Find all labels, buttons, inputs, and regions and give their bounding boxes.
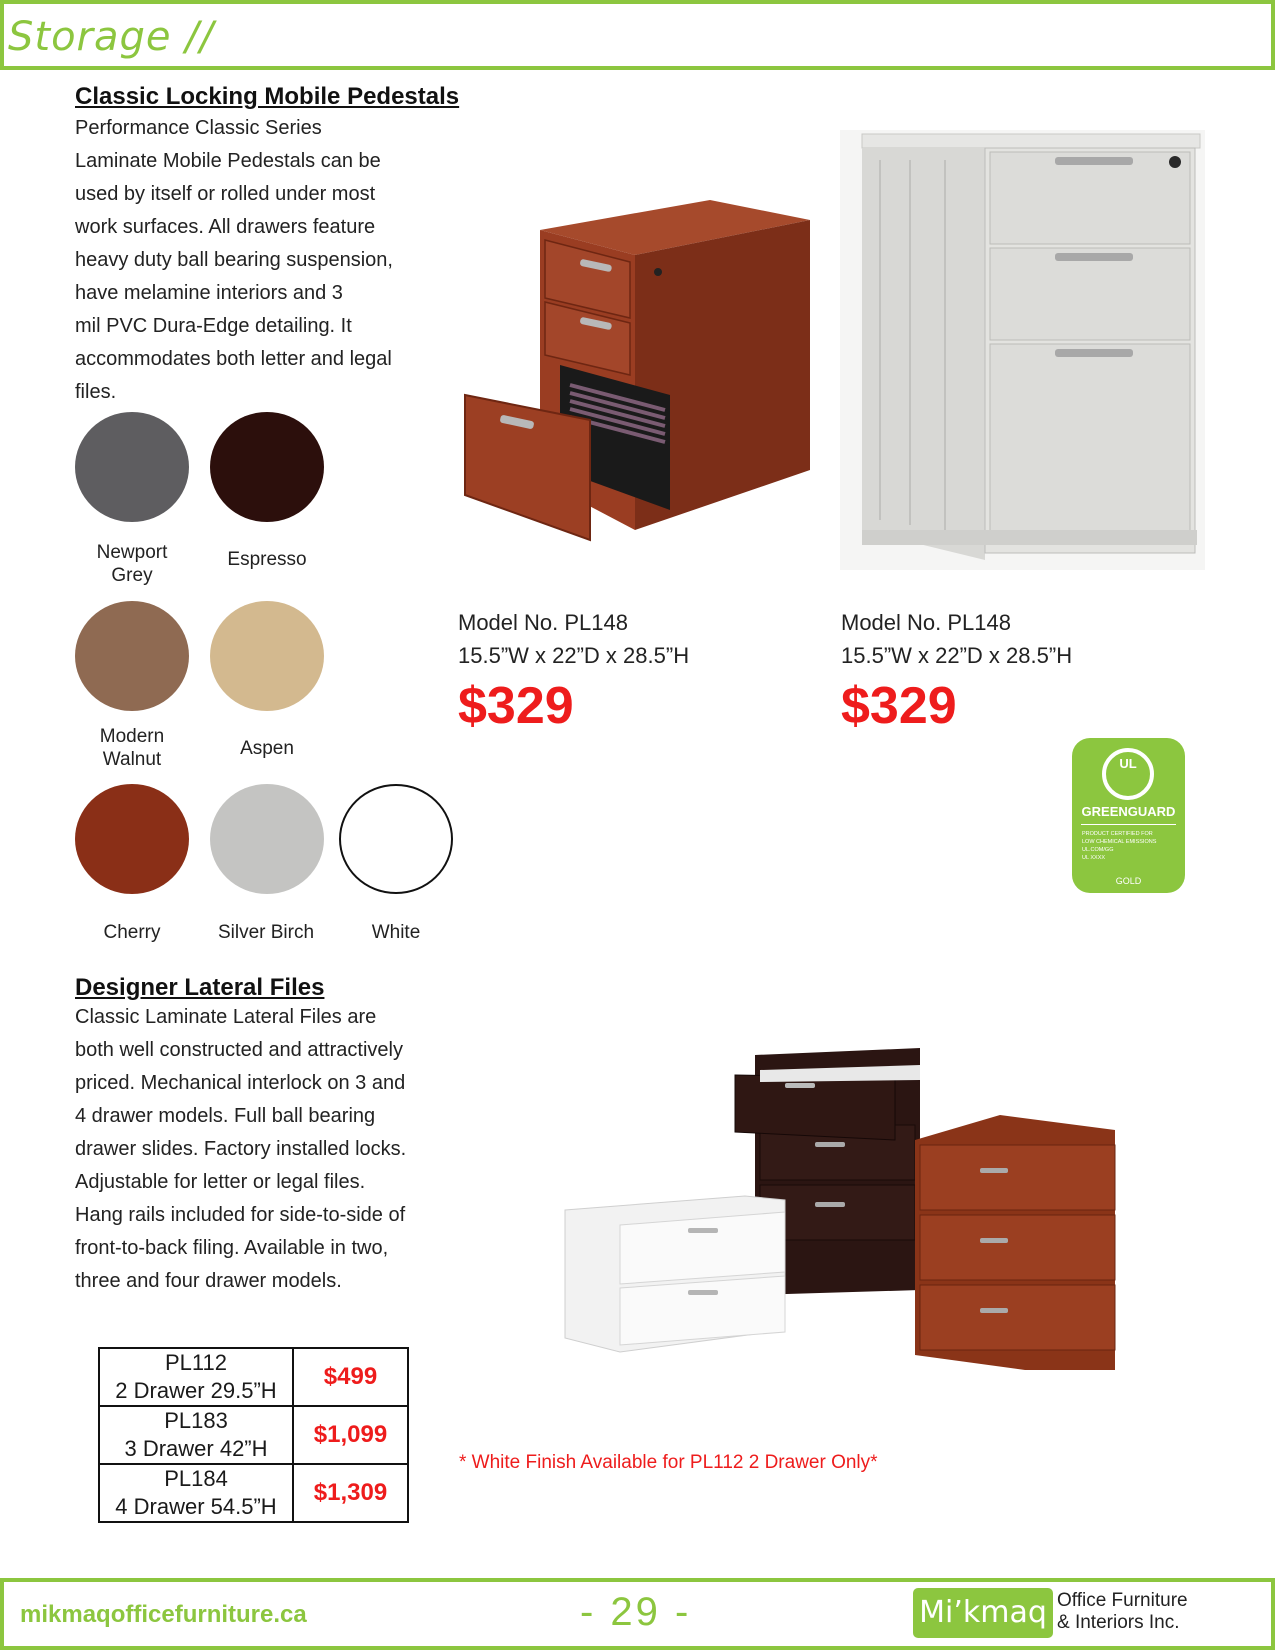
table-cell-price: $1,099 [293,1406,408,1464]
footer-website-link[interactable]: mikmaqofficefurniture.ca [20,1601,307,1628]
page-title: Storage // [8,14,215,60]
finish-label-aspen [197,737,337,760]
table-cell-price: $1,309 [293,1464,408,1522]
finish-label-line: Espresso [227,549,307,570]
finish-label-line: Cherry [103,922,161,943]
silver-birch-pedestal-image [840,130,1205,570]
lateral-price-table [98,1347,409,1523]
badge-small-line: PRODUCT CERTIFIED FOR [1082,831,1153,837]
desc-line: both well constructed and attractively [75,1039,403,1061]
finish-swatch-espresso [210,412,324,522]
finish-label-line: Grey [111,565,153,586]
desc-line: Laminate Mobile Pedestals can be [75,150,381,172]
desc-line: files. [75,381,117,403]
desc-line: accommodates both letter and legal [75,348,392,370]
desc-line: used by itself or rolled under most [75,183,376,205]
table-spec: 4 Drawer 54.5”H [115,1494,277,1519]
pedestals-description [75,112,393,409]
table-cell-spec [99,1406,293,1464]
table-spec: 2 Drawer 29.5”H [115,1378,277,1403]
badge-small-line: LOW CHEMICAL EMISSIONS [1082,839,1157,845]
product-1-model: Model No. PL148 [458,610,628,635]
finish-label-line: Aspen [240,738,294,759]
finish-swatch-modern-walnut [75,601,189,711]
table-cell-spec [99,1464,293,1522]
finish-swatch-white [339,784,453,894]
finish-label-white [326,921,466,944]
desc-line: 4 drawer models. Full ball bearing [75,1105,376,1127]
desc-line: drawer slides. Factory installed locks. [75,1138,407,1160]
finish-label-cherry [62,921,202,944]
finish-label-line: Walnut [102,749,162,770]
product-1-dims: 15.5”W x 22”D x 28.5”H [458,643,690,668]
badge-small-line: UL XXXX [1082,855,1106,861]
badge-small-print [1082,830,1178,862]
finish-swatch-silver-birch [210,784,324,894]
table-row [99,1464,408,1522]
finish-swatch-newport-grey [75,412,189,522]
finish-swatch-cherry [75,784,189,894]
finish-label-line: Silver Birch [217,922,315,943]
table-cell-price: $499 [293,1348,408,1406]
product-2-dims: 15.5”W x 22”D x 28.5”H [841,643,1073,668]
table-model: PL184 [164,1466,228,1491]
finish-label-newport-grey [62,541,202,587]
lateral-files-image [560,1040,1120,1380]
desc-line: priced. Mechanical interlock on 3 and [75,1072,406,1094]
desc-line: front-to-back filing. Available in two, [75,1237,389,1259]
table-row [99,1406,408,1464]
white-finish-note: * White Finish Available for PL112 2 Drawer Only* [459,1452,878,1473]
company-name-line: & Interiors Inc. [1057,1612,1180,1633]
desc-line: Hang rails included for side-to-side of [75,1204,406,1226]
desc-line: mil PVC Dura-Edge detailing. It [75,315,352,337]
desc-line: heavy duty ball bearing suspension, [75,249,393,271]
finish-label-line: Modern [99,726,165,747]
lateral-description [75,1001,406,1298]
desc-line: Adjustable for letter or legal files. [75,1171,366,1193]
product-1-price: $329 [458,677,574,735]
badge-small-line: UL.COM/GG [1082,847,1114,853]
desc-line: three and four drawer models. [75,1270,342,1292]
company-name [1057,1590,1188,1634]
company-logo: Mi’kmaq [913,1588,1053,1638]
table-spec: 3 Drawer 42”H [124,1436,268,1461]
finish-swatch-aspen [210,601,324,711]
lateral-heading: Designer Lateral Files [75,974,325,1001]
finish-label-modern-walnut [62,725,202,771]
badge-name: GREENGUARD [1081,804,1176,819]
table-row [99,1348,408,1406]
product-2-price: $329 [841,677,957,735]
desc-line: work surfaces. All drawers feature [75,216,376,238]
desc-line: have melamine interiors and 3 [75,282,343,304]
finish-label-line: Newport [96,542,168,563]
pedestals-heading: Classic Locking Mobile Pedestals [75,83,460,110]
page-number: - 29 - [580,1590,692,1634]
finish-label-espresso [197,548,337,571]
finish-label-silver-birch [196,921,336,944]
finish-label-line: White [371,922,421,943]
desc-line: Classic Laminate Lateral Files are [75,1006,377,1028]
table-model: PL112 [165,1350,227,1375]
product-2-model: Model No. PL148 [841,610,1011,635]
ul-leaf-icon: UL [1102,748,1154,800]
table-model: PL183 [164,1408,228,1433]
badge-level: GOLD [1115,876,1142,886]
desc-line: Performance Classic Series [75,117,322,139]
company-name-line: Office Furniture [1057,1590,1188,1611]
table-cell-spec [99,1348,293,1406]
cherry-pedestal-image [460,190,820,550]
badge-divider [1081,824,1176,825]
greenguard-badge [1072,738,1185,893]
